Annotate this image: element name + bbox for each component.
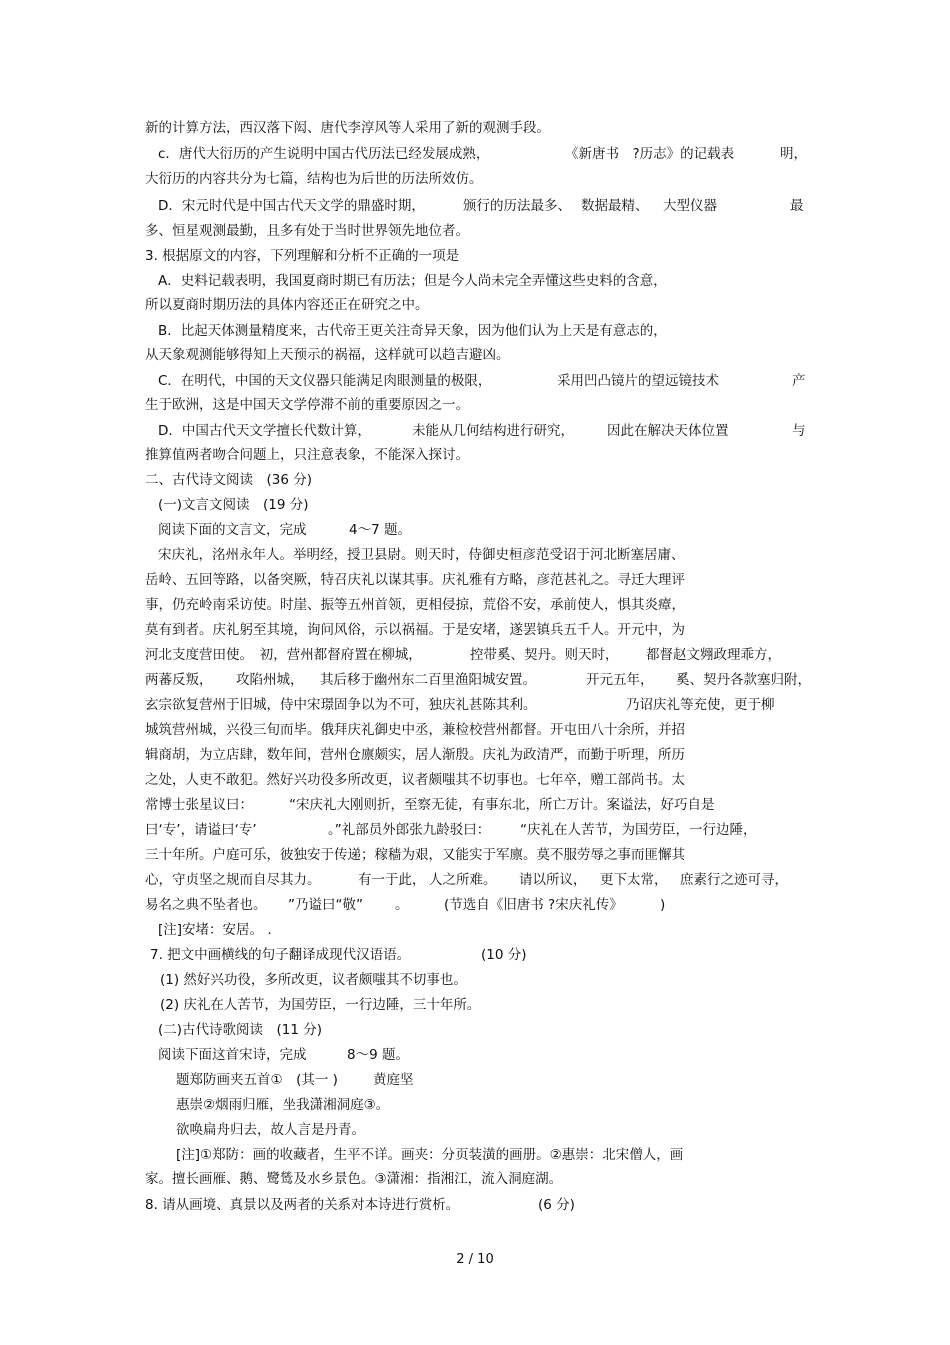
- text-line: 心，守贞坚之规而自尽其力。: [145, 872, 321, 888]
- text-line: 从天象观测能够得知上天预示的祸福，这样就可以趋吉避凶。: [145, 347, 510, 363]
- text-line: 河北支度营田使。 初，营州都督府置在柳城，: [145, 647, 422, 663]
- text-line: 最: [790, 198, 804, 214]
- text-line: 大型仪器: [663, 198, 717, 214]
- text-line: 莫有到者。庆礼躬至其境，询问风俗，示以祸福。于是安堵，遂罢镇兵五千人。开元中，为: [145, 622, 685, 638]
- poem-line: 惠崇②烟雨归雁，坐我潇湘洞庭③。: [176, 1097, 390, 1113]
- text-line: 新的计算方法，西汉落下闳、唐代李淳风等人采用了新的观测手段。: [145, 120, 550, 136]
- text-line: 城筑营州城，兴役三旬而毕。俄拜庆礼御史中丞，兼检校营州都督。开屯田八十余所，并招: [145, 722, 685, 738]
- poem-author: 黄庭坚: [373, 1072, 414, 1088]
- note-line: 家。擅长画雁、鹅、鹭鸶及水乡景色。③潇湘：指湘江，流入洞庭湖。: [145, 1171, 563, 1187]
- text-line: 。: [395, 897, 409, 913]
- text-line: 控带奚、契丹。则天时，: [470, 647, 619, 663]
- text-line: 人之所难。: [429, 872, 497, 888]
- subsection-heading: (一)文言文阅读 (19 分): [158, 497, 309, 513]
- text-line: 多、恒星观测最勤，且多有处于当时世界领先地位者。: [145, 223, 469, 239]
- poem-title: 题郑防画夹五首① (其一 ): [176, 1072, 338, 1088]
- text-line: 数据最精、: [581, 198, 649, 214]
- text-line: 请以所议，: [519, 872, 587, 888]
- text-line: 采用凹凸镜片的望远镜技术: [557, 373, 719, 389]
- text-line: 常博士张星议曰：: [145, 797, 253, 813]
- text-line: 3. 根据原文的内容，下列理解和分析不正确的一项是: [145, 248, 460, 264]
- poem-line: 欲唤扁舟归去，故人言是丹青。: [176, 1122, 365, 1138]
- text-line: “庆礼在人苦节，为国劳臣，一行边陲，: [520, 822, 757, 838]
- text-line: 三十年所。户庭可乐，彼独安于传递；稼穑为艰，又能实于军廪。莫不服劳辱之事而匪懈其: [145, 847, 685, 863]
- text-line: (1) 然好兴功役，多所改更，议者颇嗤其不切事也。: [160, 972, 467, 988]
- page-number: 2 / 10: [456, 1252, 494, 1267]
- subsection-heading: (二)古代诗歌阅读 (11 分): [158, 1022, 323, 1038]
- question-7: 7. 把文中画横线的句子翻译成现代汉语语。: [150, 947, 411, 963]
- text-line: 乃诏庆礼等充使，更于柳: [626, 697, 775, 713]
- text-line: 颁行的历法最多、: [463, 198, 571, 214]
- text-line: ): [660, 897, 666, 913]
- text-line: 有一于此，: [358, 872, 426, 888]
- text-line: 。”礼部员外郎张九龄驳曰：: [328, 822, 491, 838]
- note-line: [注]①郑防：画的收藏者，生平不详。画夹：分页装潢的画册。②惠崇：北宋僧人，画: [176, 1147, 684, 1163]
- text-line: (2) 庆礼在人苦节，为国劳臣，一行边陲，三十年所。: [160, 997, 481, 1013]
- text-line: 4～7 题。: [349, 522, 411, 538]
- note-line: [注]安堵：安居。 .: [158, 922, 272, 938]
- text-line: 阅读下面的文言文，完成: [158, 522, 307, 538]
- text-line: B．比起天体测量精度来，古代帝王更关注奇异天象，因为他们认为上天是有意志的，: [158, 323, 667, 339]
- text-line: 生于欧洲，这是中国天文学停滞不前的重要原因之一。: [145, 397, 469, 413]
- text-line: 《新唐书 ?历志》的记载表: [565, 146, 735, 162]
- text-line: 攻陷州城，: [236, 672, 304, 688]
- text-line: 曰‘专’，请谥曰‘专’: [145, 822, 257, 838]
- text-line: 推算值两者吻合问题上，只注意表象，不能深入探讨。: [145, 447, 469, 463]
- text-line: 未能从几何结构进行研究，: [412, 423, 574, 439]
- text-line: 事，仍充岭南采访使。时崖、振等五州首领，更相侵掠，荒俗不安，承前使人，惧其炎瘴，: [145, 597, 685, 613]
- text-line: 更下太常，: [600, 872, 668, 888]
- text-line: 明，: [780, 146, 807, 162]
- text-line: 玄宗欲复营州于旧城，侍中宋璟固争以为不可，独庆礼甚陈其利。: [145, 697, 537, 713]
- text-line: 庶素行之迹可寻，: [680, 872, 788, 888]
- text-line: “宋庆礼大刚则折，至察无徒，有事东北，所亡万计。案谥法，好巧自是: [289, 797, 715, 813]
- section-heading: 二、古代诗文阅读 (36 分): [145, 472, 313, 488]
- text-line: D．中国古代天文学擅长代数计算，: [158, 423, 371, 439]
- text-line: 辑商胡，为立店肆，数年间，营州仓廪颇实，居人渐殷。庆礼为政清严，而勤于听理，所历: [145, 747, 685, 763]
- text-line: 产: [792, 373, 806, 389]
- text-line: D．宋元时代是中国古代天文学的鼎盛时期，: [158, 198, 425, 214]
- text-line: (节选自《旧唐书 ?宋庆礼传》: [444, 897, 623, 913]
- text-line: 开元五年，: [586, 672, 654, 688]
- text-line: A．史料记载表明，我国夏商时期已有历法；但是今人尚未完全弄懂这些史料的含意，: [158, 273, 667, 289]
- text-line: 易名之典不坠者也。: [145, 897, 267, 913]
- text-line: 与: [792, 423, 806, 439]
- text-line: 其后移于幽州东二百里渔阳城安置。: [320, 672, 536, 688]
- text-line: 奚、契丹各款塞归附，: [676, 672, 811, 688]
- question-8: 8. 请从画境、真景以及两者的关系对本诗进行赏析。: [145, 1197, 460, 1213]
- text-line: 阅读下面这首宋诗，完成: [158, 1047, 307, 1063]
- text-line: 都督赵文翙政理乖方，: [646, 647, 781, 663]
- text-line: 因此在解决天体位置: [607, 423, 729, 439]
- question-8-score: (6 分): [538, 1197, 575, 1213]
- text-line: 大衍历的内容共分为七篇，结构也为后世的历法所效仿。: [145, 171, 483, 187]
- text-line: ”乃谥曰“敬”: [288, 897, 363, 913]
- text-line: 所以夏商时期历法的具体内容还正在研究之中。: [145, 297, 429, 313]
- text-line: 岳岭、五回等路，以备突厥，特召庆礼以谋其事。庆礼雅有方略，彦范甚礼之。寻迁大理评: [145, 572, 685, 588]
- text-line: 8～9 题。: [347, 1047, 409, 1063]
- text-line: 两蕃反叛，: [145, 672, 213, 688]
- text-line: 之处，人吏不敢犯。然好兴功役多所改更，议者颇嗤其不切事也。七年卒，赠工部尚书。太: [145, 772, 685, 788]
- question-7-score: (10 分): [481, 947, 527, 963]
- text-line: 宋庆礼，洺州永年人。举明经，授卫县尉。则天时，侍御史桓彦范受诏于河北断塞居庸、: [158, 547, 685, 563]
- text-line: c．唐代大衍历的产生说明中国古代历法已经发展成熟，: [158, 146, 490, 162]
- text-line: C．在明代，中国的天文仪器只能满足肉眼测量的极限，: [158, 373, 492, 389]
